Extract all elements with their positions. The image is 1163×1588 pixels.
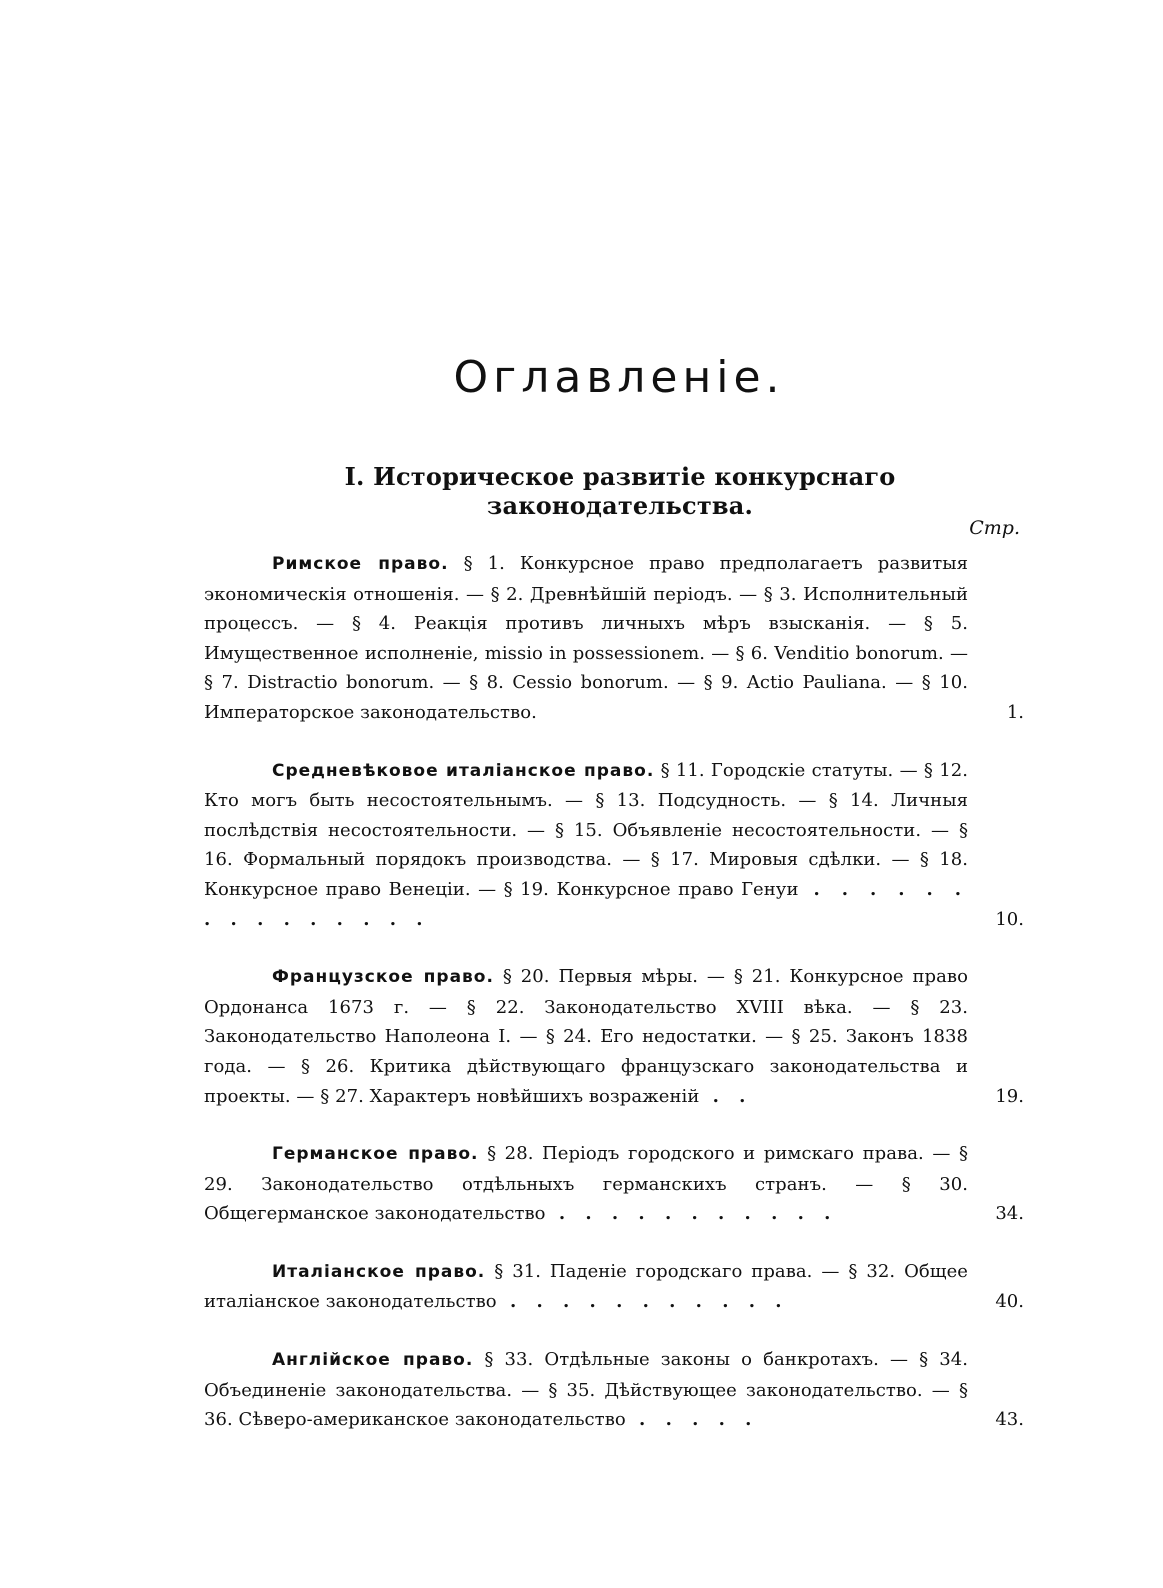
toc-entry-page-number: 19.: [995, 1085, 1024, 1107]
toc-entry-text: [204, 549, 968, 728]
toc-entry-page-number: 43.: [995, 1409, 1024, 1431]
toc-entry-body: § 1. Конкурсное право предполагаетъ развитыя экономическія отношенія. — § 2. Древнѣйшій періодъ. — § 3. Исполнительный процессъ. — § 4. Реакція противъ личныхъ мѣръ взысканія. — § 5. Имущественное исполненіе, missio in possessionem. — § 6. Venditio bonorum. — § 7. Distractio bonorum. — § 8. Cessio bonorum. — § 9. Actio Pauliana. — § 10. Императорское законодательство.: [204, 553, 968, 723]
toc-entry-leader: . . . . . . . . . . .: [496, 1291, 789, 1313]
toc-entry-english-law: [204, 1345, 1024, 1435]
toc-entry-medieval-italian-law: [204, 756, 1024, 935]
toc-entry-leader: . . . . . . . . . . . . . . .: [204, 878, 968, 930]
toc-entry-text: [204, 1257, 968, 1317]
toc-entry-heading: Италіанское право.: [272, 1261, 486, 1282]
toc-entry-german-law: [204, 1139, 1024, 1229]
toc-entry-heading: Англійское право.: [272, 1350, 474, 1371]
part-heading: I. Историческое развитіе конкурснаго законодательства.: [344, 462, 896, 520]
toc-entry-italian-law: [204, 1257, 1024, 1317]
table-of-contents: [204, 549, 1024, 1463]
toc-entry-leader: . . . . . . . . . . .: [545, 1203, 838, 1225]
toc-entry-text: [204, 962, 968, 1111]
toc-entry-body: § 31. Паденіе городскаго права. — § 32. Общее италіанское законодательство: [204, 1260, 968, 1313]
toc-entry-page-number: 34.: [995, 1203, 1024, 1225]
page-title: Оглавленіе.: [453, 352, 785, 403]
toc-entry-roman-law: [204, 549, 1024, 728]
toc-entry-leader: . .: [699, 1085, 753, 1107]
toc-entry-body: § 20. Первыя мѣры. — § 21. Конкурсное право Ордонанса 1673 г. — § 22. Законодательство XVIII вѣка. — § 23. Законодательство Наполеона I. — § 24. Его недостатки. — § 25. Законъ 1838 года. — § 26. Критика дѣйствующаго французскаго законодательства и проекты. — § 27. Характеръ новѣйшихъ возраженій: [204, 966, 968, 1107]
toc-entry-french-law: [204, 962, 1024, 1111]
toc-entry-heading: Средневѣковое италіанское право.: [272, 760, 655, 781]
toc-entry-body: § 33. Отдѣльные законы о банкротахъ. — § 34. Объединеніе законодательства. — § 35. Дѣйствующее законодательство. — § 36. Сѣверо-американское законодательство: [204, 1349, 968, 1431]
toc-entry-text: [204, 756, 968, 935]
toc-entry-page-number: 10.: [995, 908, 1024, 930]
toc-entry-text: [204, 1345, 968, 1435]
toc-entry-body: § 11. Городскіе статуты. — § 12. Кто могъ быть несостоятельнымъ. — § 13. Подсудность. — § 14. Личныя послѣдствія несостоятельности. — § 15. Объявленіе несостоятельности. — § 16. Формальный порядокъ производства. — § 17. Мировыя сдѣлки. — § 18. Конкурсное право Венеціи. — § 19. Конкурсное право Генуи: [204, 759, 968, 900]
toc-entry-leader: . . . . .: [625, 1409, 759, 1431]
toc-entry-body: § 28. Періодъ городского и римскаго права. — § 29. Законодательство отдѣльныхъ германскихъ странъ. — § 30. Общегерманское законодательство: [204, 1143, 969, 1225]
toc-entry-text: [204, 1139, 968, 1229]
toc-entry-heading: Римское право.: [272, 554, 449, 574]
toc-entry-page-number: 40.: [995, 1291, 1024, 1313]
toc-entry-heading: Германское право.: [272, 1144, 479, 1165]
page-column-label: Стр.: [969, 517, 1020, 539]
toc-entry-heading: Французское право.: [272, 967, 494, 988]
toc-entry-page-number: 1.: [1006, 701, 1024, 723]
